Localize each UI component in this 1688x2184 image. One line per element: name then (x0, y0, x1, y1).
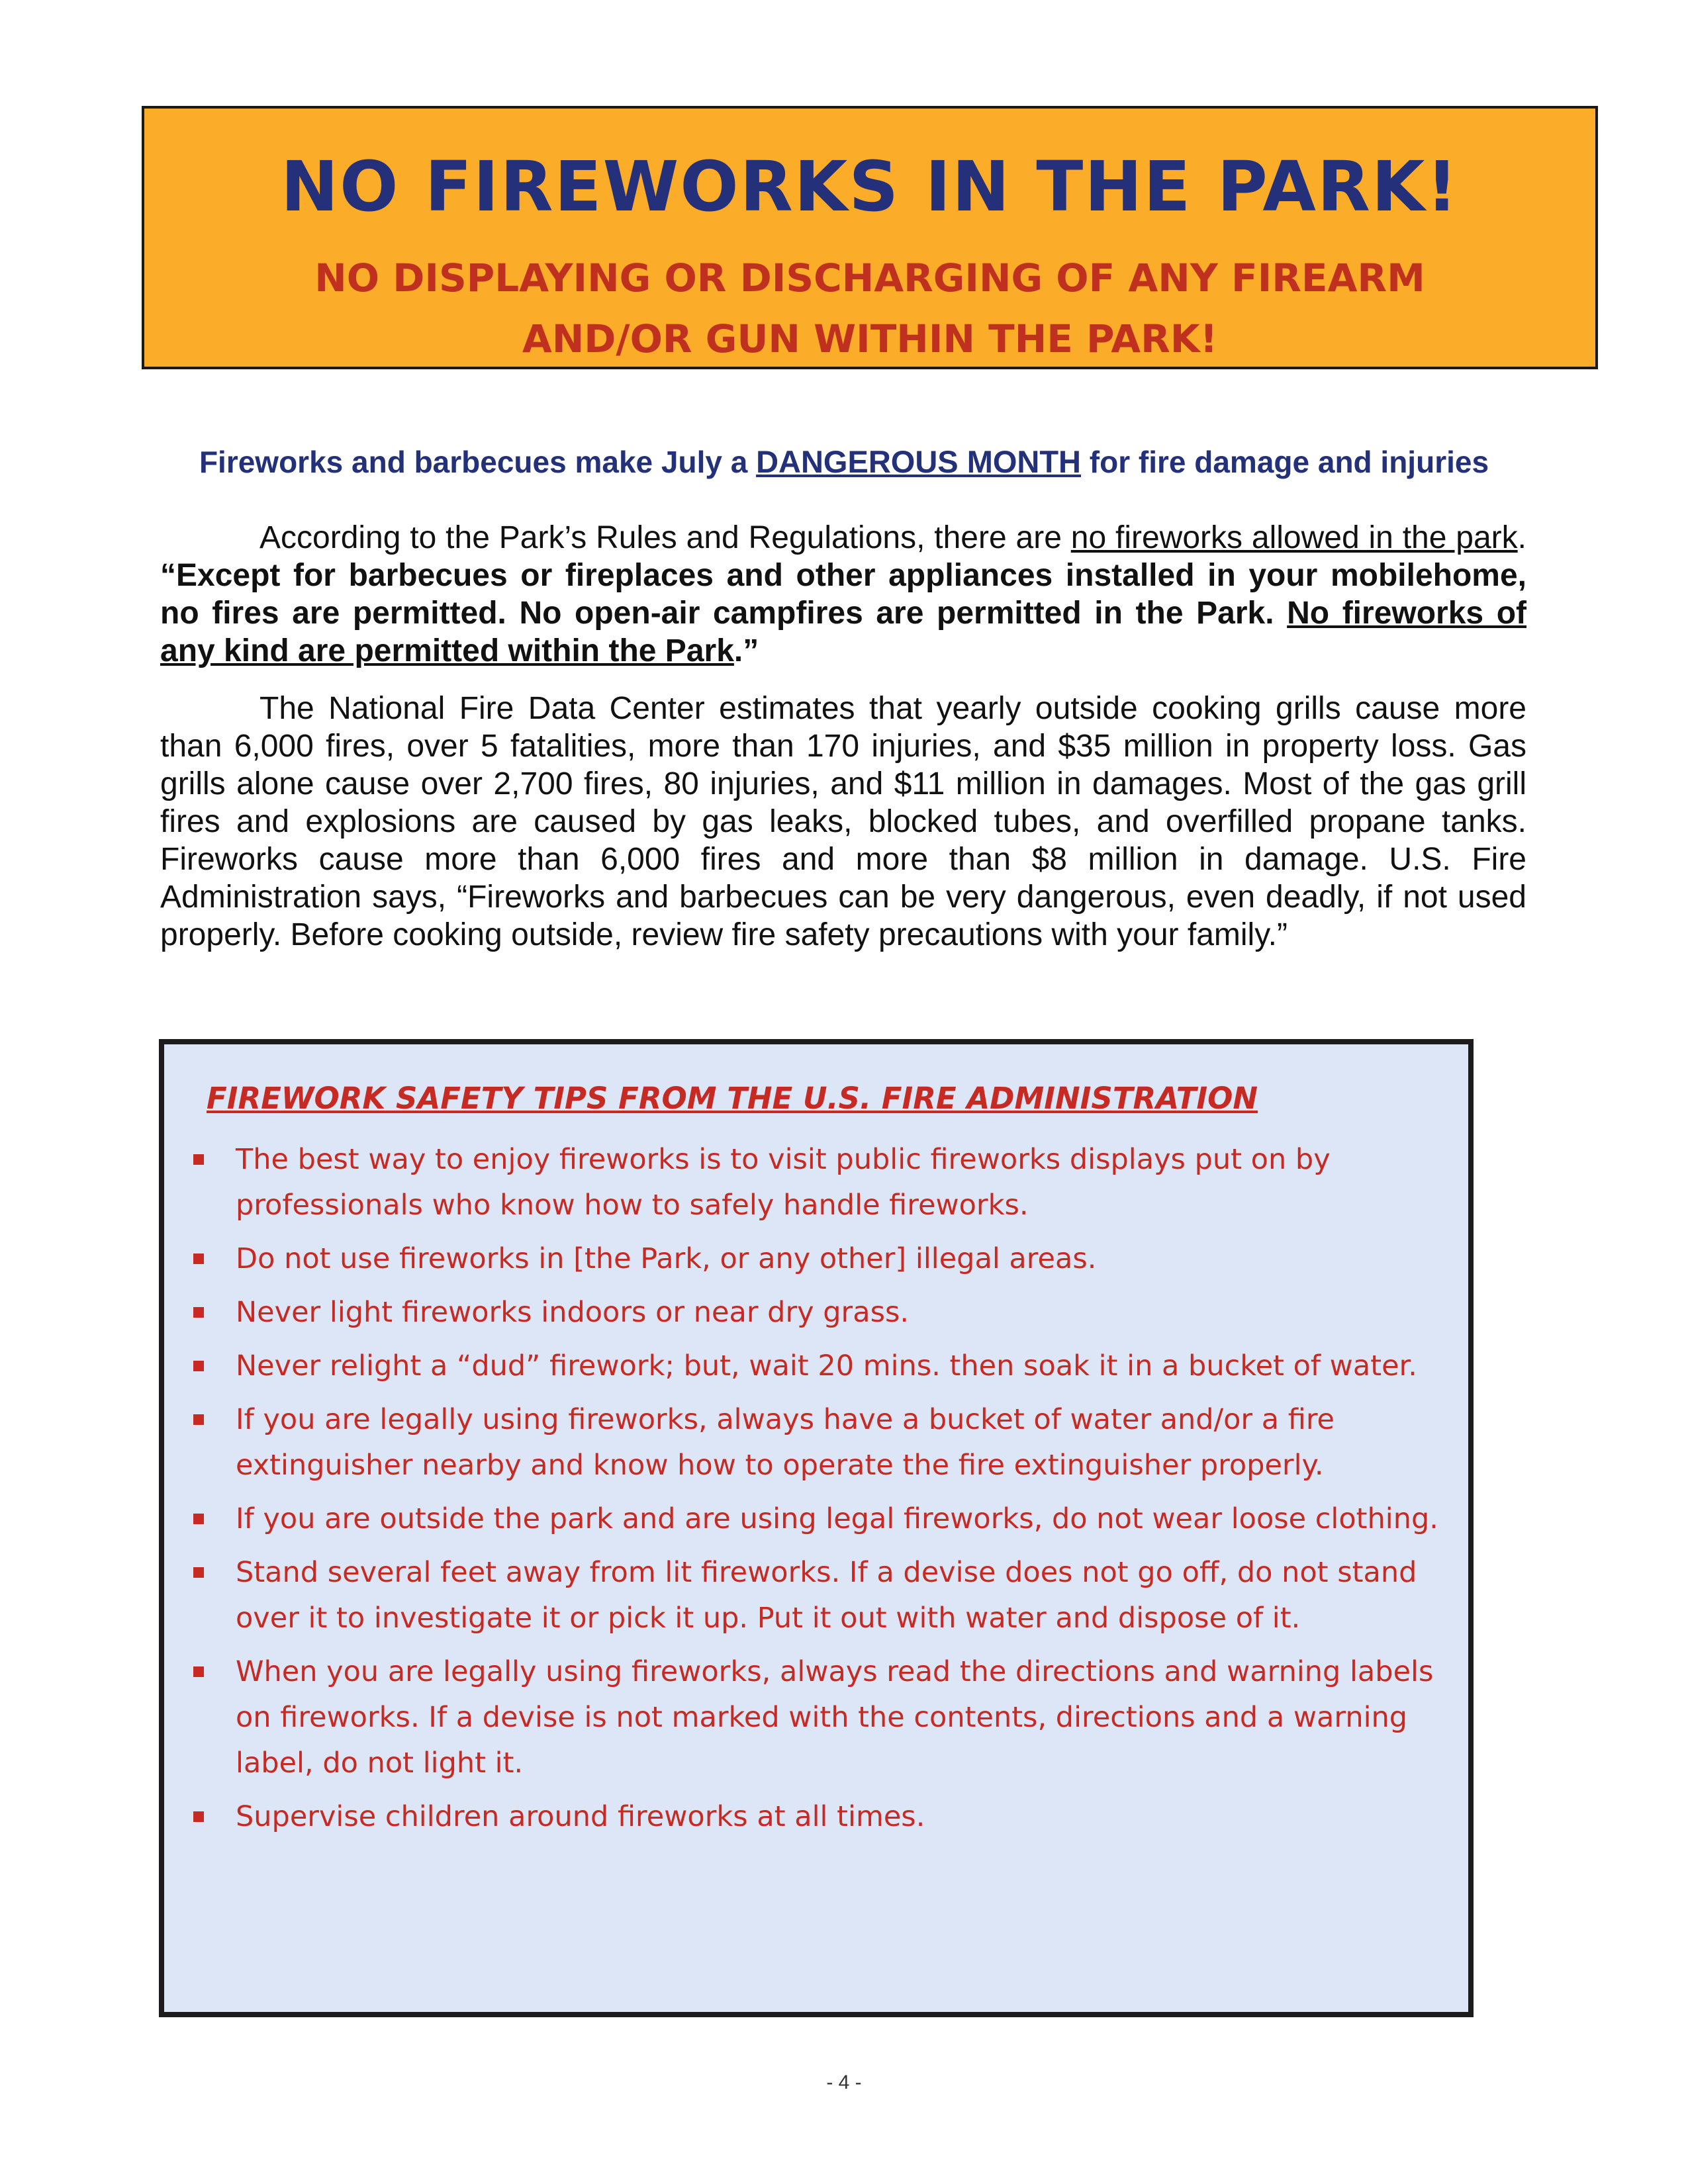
list-item (191, 1397, 1442, 1488)
square-bullet-icon (193, 1811, 204, 1822)
para1-quote-text: “Except for barbecues or fireplaces and other appliances installed in your mobilehome, no fires are permitted. No open-air campfires are permitted in the Park. (160, 558, 1526, 631)
paragraph-rules (160, 519, 1526, 670)
para1-mid: . (1517, 520, 1527, 555)
list-item (191, 1137, 1442, 1228)
warning-banner (142, 106, 1598, 369)
headline-emphasis: DANGEROUS MONTH (756, 444, 1081, 479)
para1-intro: According to the Park’s Rules and Regulations, there are (259, 520, 1071, 555)
tip-text: Supervise children around fireworks at all times. (236, 1800, 925, 1833)
banner-subtitle-line-2: AND/OR GUN WITHIN THE PARK! (522, 316, 1218, 361)
square-bullet-icon (193, 1514, 204, 1524)
tip-text: Never relight a “dud” firework; but, wait 20 mins. then soak it in a bucket of water. (236, 1349, 1417, 1383)
body-text (160, 519, 1526, 954)
para1-underlined: no fireworks allowed in the park (1070, 520, 1518, 555)
list-item (191, 1496, 1442, 1542)
square-bullet-icon (193, 1666, 204, 1677)
paragraph-statistics: The National Fire Data Center estimates that yearly outside cooking grills cause more than 6,000 fires, over 5 fatalities, more than 170 injuries, and $35 million in property loss. Gas grills alone cause over 2,700 fires, 80 injuries, and $11 million in damages. Most of the gas grill fires and explosions are caused by gas leaks, blocked tubes, and overfilled propane tanks. Fireworks cause more than 6,000 fires and more than $8 million in damage. U.S. Fire Administration says, “Fireworks and barbecues can be very dangerous, even deadly, if not used properly. Before cooking outside, review fire safety precautions with your family.” (160, 691, 1526, 952)
list-item (191, 1550, 1442, 1641)
square-bullet-icon (193, 1154, 204, 1165)
list-item (191, 1343, 1442, 1389)
list-item (191, 1794, 1442, 1840)
banner-subtitle (144, 248, 1595, 369)
square-bullet-icon (193, 1307, 204, 1318)
square-bullet-icon (193, 1414, 204, 1425)
headline-before: Fireworks and barbecues make July a (199, 445, 757, 479)
square-bullet-icon (193, 1253, 204, 1264)
list-item (191, 1290, 1442, 1336)
banner-subtitle-line-1: NO DISPLAYING OR DISCHARGING OF ANY FIREARM (314, 255, 1425, 300)
list-item (191, 1236, 1442, 1282)
tip-text: Do not use fireworks in [the Park, or any other] illegal areas. (236, 1242, 1097, 1275)
para1-quote-end: .” (733, 633, 759, 668)
tips-list (191, 1137, 1442, 1840)
banner-title: NO FIREWORKS IN THE PARK! (281, 146, 1459, 227)
page-number: - 4 - (826, 2071, 862, 2093)
square-bullet-icon (193, 1361, 204, 1371)
list-item (191, 1649, 1442, 1786)
tip-text: If you are legally using fireworks, always have a bucket of water and/or a fire extinguisher nearby and know how to operate the fire extinguisher properly. (236, 1403, 1335, 1482)
tip-text: If you are outside the park and are using legal fireworks, do not wear loose clothing. (236, 1502, 1438, 1535)
tips-title: FIREWORK SAFETY TIPS FROM THE U.S. FIRE ADMINISTRATION (207, 1081, 1258, 1116)
tip-text: Never light fireworks indoors or near dry grass. (236, 1296, 910, 1329)
tip-text: When you are legally using fireworks, always read the directions and warning labels on fireworks. If a devise is not marked with the contents, directions and a warning label, do not light it. (236, 1655, 1434, 1780)
para1-quote (160, 558, 1526, 668)
headline (66, 442, 1622, 482)
tip-text: Stand several feet away from lit fireworks. If a devise does not go off, do not stand over it to investigate it or pick it up. Put it out with water and dispose of it. (236, 1556, 1417, 1635)
tip-text: The best way to enjoy fireworks is to visit public fireworks displays put on by professionals who know how to safely handle fireworks. (236, 1143, 1331, 1222)
para1-quote-underlined: No fireworks of any kind are permitted within the Park (160, 596, 1527, 668)
headline-after: for fire damage and injuries (1081, 445, 1489, 479)
square-bullet-icon (193, 1567, 204, 1578)
safety-tips-box (159, 1039, 1474, 2017)
